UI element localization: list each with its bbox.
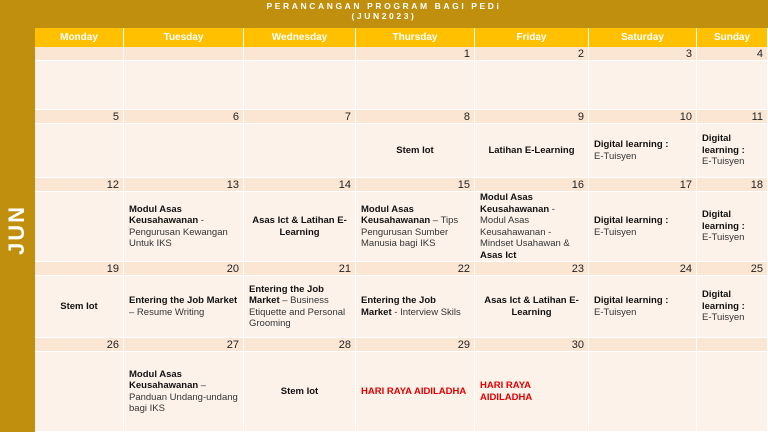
event-detail: - Modul Asas Keusahawanan - Mindset Usahawan & <box>480 203 570 249</box>
calendar-cell[interactable] <box>124 124 244 178</box>
event-title: Digital learning : <box>594 295 669 306</box>
calendar-cell[interactable] <box>589 61 697 110</box>
event-title: Digital learning : <box>594 139 669 150</box>
event-text <box>480 192 583 261</box>
calendar-grid <box>35 28 768 432</box>
date-number: 28 <box>244 338 356 352</box>
event-text <box>60 301 97 313</box>
event-title: Asas Ict & Latihan E-Learning <box>252 215 347 238</box>
event-text <box>129 369 238 415</box>
calendar-cell[interactable] <box>35 192 124 262</box>
event-title: Latihan E-Learning <box>488 144 575 156</box>
calendar-cell[interactable] <box>35 276 124 338</box>
event-text <box>594 295 668 318</box>
date-number: 2 <box>475 47 589 61</box>
date-number: 6 <box>124 110 244 124</box>
calendar-cell[interactable] <box>124 352 244 432</box>
event-text <box>396 145 433 157</box>
event-text <box>249 284 350 330</box>
date-number: 15 <box>356 178 475 192</box>
calendar-cell[interactable] <box>244 276 356 338</box>
event-title: Digital learning : <box>702 133 745 156</box>
event-detail: E-Tuisyen <box>702 156 745 168</box>
event-title: Modul Asas Keusahawanan <box>361 203 431 226</box>
event-detail: – Business Etiquette and Personal Grooming <box>249 295 346 329</box>
calendar-cell[interactable] <box>124 192 244 262</box>
calendar-cell[interactable] <box>589 352 697 432</box>
date-number: 24 <box>589 262 697 276</box>
date-number: 30 <box>475 338 589 352</box>
date-number: 29 <box>356 338 475 352</box>
date-number <box>35 47 124 61</box>
event-title: Stem Iot <box>60 300 98 312</box>
calendar-cell[interactable] <box>475 61 589 110</box>
calendar-cell[interactable] <box>697 352 768 432</box>
holiday-label: HARI RAYA AIDILADHA <box>480 380 533 403</box>
day-header-sunday: Sunday <box>697 28 768 47</box>
calendar-cell[interactable] <box>589 276 697 338</box>
event-title: Stem Iot <box>396 144 434 156</box>
date-number: 8 <box>356 110 475 124</box>
event-title: Digital learning : <box>594 215 669 226</box>
calendar-cell[interactable] <box>356 124 475 178</box>
event-detail: E-Tuisyen <box>594 150 637 162</box>
calendar-cell[interactable] <box>475 124 589 178</box>
day-header-saturday: Saturday <box>589 28 697 47</box>
event-title: Asas Ict & Latihan E-Learning <box>484 295 579 318</box>
title-line-1: PERANCANGAN PROGRAM BAGI PEDi <box>266 1 502 11</box>
event-text <box>281 386 318 398</box>
event-title: Entering the Job Market <box>249 283 324 306</box>
calendar-cell[interactable] <box>356 192 475 262</box>
calendar-cell[interactable] <box>697 276 768 338</box>
page-title <box>0 1 768 21</box>
date-number: 13 <box>124 178 244 192</box>
event-text <box>361 295 469 318</box>
event-title: Modul Asas Keusahawanan <box>129 368 199 391</box>
event-title: Modul Asas Keusahawanan <box>129 203 199 226</box>
calendar-cell[interactable] <box>244 124 356 178</box>
event-text <box>129 204 238 250</box>
calendar-cell[interactable] <box>697 61 768 110</box>
event-text <box>702 289 762 324</box>
calendar-cell[interactable] <box>356 61 475 110</box>
event-text <box>249 215 350 238</box>
calendar-cell[interactable] <box>244 352 356 432</box>
date-number: 1 <box>356 47 475 61</box>
date-number: 5 <box>35 110 124 124</box>
date-number: 25 <box>697 262 768 276</box>
date-number <box>697 338 768 352</box>
event-text <box>594 139 668 162</box>
date-number: 20 <box>124 262 244 276</box>
date-number: 26 <box>35 338 124 352</box>
date-number: 27 <box>124 338 244 352</box>
calendar-cell[interactable] <box>124 61 244 110</box>
date-number: 10 <box>589 110 697 124</box>
event-detail: - Pengurusan Kewangan Untuk IKS <box>129 215 228 249</box>
date-number: 17 <box>589 178 697 192</box>
date-number: 14 <box>244 178 356 192</box>
date-number: 7 <box>244 110 356 124</box>
date-number <box>124 47 244 61</box>
date-number: 3 <box>589 47 697 61</box>
event-detail: – Resume Writing <box>129 306 205 318</box>
event-detail: E-Tuisyen <box>702 232 745 244</box>
day-header-wednesday: Wednesday <box>244 28 356 47</box>
day-header-friday: Friday <box>475 28 589 47</box>
event-text <box>361 204 469 250</box>
calendar-cell[interactable] <box>697 124 768 178</box>
event-text <box>480 295 583 318</box>
date-number <box>244 47 356 61</box>
holiday-label: HARI RAYA AIDILADHA <box>361 385 467 397</box>
date-number: 21 <box>244 262 356 276</box>
calendar-cell[interactable] <box>244 192 356 262</box>
event-detail: E-Tuisyen <box>702 312 745 324</box>
calendar-cell[interactable] <box>35 61 124 110</box>
event-title: Entering the Job Market <box>361 295 436 318</box>
calendar-cell[interactable] <box>356 352 475 432</box>
calendar-cell[interactable] <box>589 124 697 178</box>
day-header-tuesday: Tuesday <box>124 28 244 47</box>
date-number: 9 <box>475 110 589 124</box>
month-text: JUN <box>4 204 29 256</box>
date-number: 12 <box>35 178 124 192</box>
event-detail: E-Tuisyen <box>594 306 637 318</box>
event-title: Digital learning : <box>702 289 745 312</box>
event-text <box>702 133 762 168</box>
date-number: 11 <box>697 110 768 124</box>
event-title: Asas Ict <box>480 249 517 261</box>
date-number: 23 <box>475 262 589 276</box>
calendar-cell[interactable] <box>124 276 244 338</box>
event-detail: - Interview Skils <box>391 306 461 318</box>
event-text <box>594 215 668 238</box>
date-number: 22 <box>356 262 475 276</box>
calendar-cell[interactable] <box>475 276 589 338</box>
calendar-cell[interactable] <box>35 352 124 432</box>
event-text <box>361 386 466 398</box>
event-detail: E-Tuisyen <box>594 226 637 238</box>
calendar-cell[interactable] <box>244 61 356 110</box>
calendar-cell[interactable] <box>475 192 589 262</box>
calendar-cell[interactable] <box>475 352 589 432</box>
event-title: Stem Iot <box>280 385 319 397</box>
calendar-cell[interactable] <box>356 276 475 338</box>
event-text <box>702 209 762 244</box>
month-label <box>4 200 30 260</box>
day-header-thursday: Thursday <box>356 28 475 47</box>
event-title: Entering the Job Market <box>129 295 238 306</box>
date-number: 16 <box>475 178 589 192</box>
event-detail: – Tips Pengurusan Sumber Manusia bagi IKS <box>361 215 459 249</box>
date-number: 19 <box>35 262 124 276</box>
event-title: Modul Asas Keusahawanan <box>480 192 550 215</box>
event-title: Digital learning : <box>702 209 745 232</box>
event-text <box>480 380 583 403</box>
title-line-2: (JUN2023) <box>351 11 417 21</box>
date-number: 18 <box>697 178 768 192</box>
date-number <box>589 338 697 352</box>
event-detail: – Panduan Undang-undang bagi IKS <box>129 380 238 414</box>
calendar-cell[interactable] <box>697 192 768 262</box>
day-header-monday: Monday <box>35 28 124 47</box>
event-text <box>488 145 574 157</box>
calendar-cell[interactable] <box>35 124 124 178</box>
event-text <box>129 295 238 318</box>
date-number: 4 <box>697 47 768 61</box>
calendar-cell[interactable] <box>589 192 697 262</box>
